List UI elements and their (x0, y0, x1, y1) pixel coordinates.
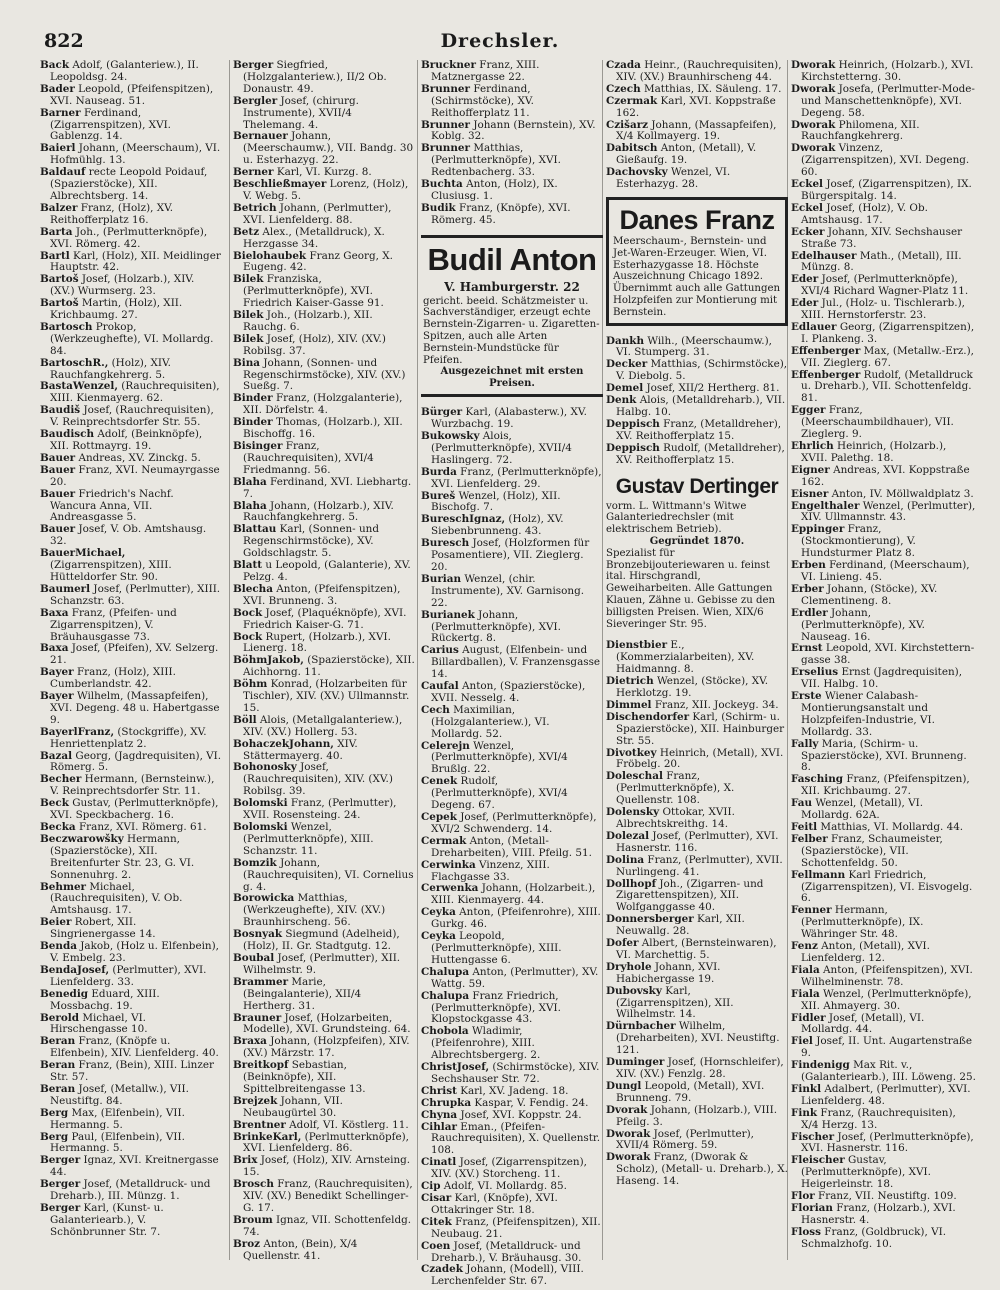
directory-entry: Dimmel Franz, XII. Jockeyg. 34. (606, 698, 779, 711)
directory-entry: Balzer Franz, (Holz), XV. Reithofferplatz 16. (40, 201, 174, 226)
directory-entry: Dankh Wilh., (Meerschaumw.), VI. Stumperg. 31. (606, 334, 772, 359)
directory-entry: Bartoš Josef, (Holzarb.), XIV. (XV.) Wurmserg. 23. (40, 273, 195, 298)
advertisement-text: gericht. beeid. Schätzmeister u. Sachverständiger, erzeugt echte Bernstein-Zigarren- u. Zigaretten-Spitzen, auch alle Arten Bernstein-Mundstücke für Pfeifen. (423, 295, 600, 366)
advertisement-founded: Gegründet 1870. (649, 535, 745, 547)
directory-entry: Effenberger Rudolf, (Metalldruck u. Dreharb.), VII. Schottenfeldg. 81. (791, 368, 973, 405)
directory-entry: Brunner Matthias, (Perlmutterknöpfe), XVI. Redtenbacherg. 33. (421, 142, 561, 179)
directory-entry: Bayer Wilhelm, (Massapfeifen), XVI. Degeng. 48 u. Habertgasse 9. (40, 690, 220, 726)
directory-entry: Bauer Josef, V. Ob. Amtshausg. 32. (40, 523, 207, 548)
directory-entry: Egger Franz, (Meerschaumbildhauer), VII. Zieglerg. 9. (791, 404, 954, 441)
column-rule (417, 60, 418, 1260)
directory-entry: Blatt u Leopold, (Galanterie), XV. Pelzg. 4. (233, 559, 411, 583)
directory-entry: Fleischer Gustav, (Perlmutterknöpfe), XVI. Heigerleinstr. 18. (791, 1154, 931, 1191)
directory-entry: Bock Rupert, (Holzarb.), XVI. Lienerg. 18. (233, 630, 391, 655)
advertisement-text: Spezialist für Bronzebijouteriewaren u. feinst ital. Hirschgrandl, Geweiharbeiten. Alle Gattungen Klauen, Zähne u. Gebisse zu den billigsten Preisen. Wien, XIX/6 Sieveringer Str. 95. (606, 547, 776, 630)
directory-entry: Coen Josef, (Metalldruck- und Dreharb.), V. Bräuhausg. 30. (421, 1239, 582, 1264)
directory-entry: Böhm Konrad, (Holzarbeiten für Tischler), XIV. (XV.) Ullmannstr. 15. (233, 678, 410, 714)
directory-entry: Brentner Adolf, VI. Köstlerg. 11. (233, 1118, 409, 1131)
directory-entry: Barner Ferdinand, (Zigarrenspitzen), XVI. Gablenzg. 14. (40, 106, 171, 143)
directory-entry: Czermak Karl, XVI. Koppstraße 162. (606, 94, 776, 119)
advertisement-dertinger (606, 473, 788, 631)
directory-entry: Eckel Josef, (Holz), V. Ob. Amtshausg. 17. (791, 201, 928, 226)
directory-entry: Czada Heinr., (Rauchrequisiten), XIV. (XV.) Braunhirscheng 44. (606, 59, 782, 83)
directory-entry: Floss Franz, (Goldbruck), VI. Schmalzhofg. 10. (791, 1225, 946, 1250)
directory-entry: Dworak Vinzenz, (Zigarrenspitzen), XVI. Degeng. 60. (791, 142, 970, 179)
directory-entry: Dürnbacher Wilhelm, (Dreharbeiten), XVI. Neustiftg. 121. (606, 1020, 780, 1057)
directory-entry: Celerejn Wenzel, (Perlmutterknöpfe), XVI/4 Brußlg. 22. (421, 739, 568, 776)
directory-entry: Dworak Josef, (Perlmutter), XVII/4 Römerg. 59. (606, 1127, 754, 1152)
directory-entry: Beczwarowšky Hermann, (Spazierstöcke), XII. Breitenfurter Str. 23, G. VI. Sonnenuhrg. 2. (40, 832, 195, 881)
directory-entry: Czišarz Johann, (Massapfeifen), X/4 Kollmayerg. 19. (606, 118, 777, 143)
directory-entry: Benedig Eduard, XIII. Mossbachg. 19. (40, 987, 160, 1012)
directory-entry: Fau Wenzel, (Metall), VI. Mollardg. 62A. (791, 797, 924, 822)
directory-entry: Deppisch Rudolf, (Metalldreher), XV. Reithofferplatz 15. (606, 441, 785, 466)
directory-entry: Eder Jul., (Holz- u. Tischlerarb.), XIII. Hernstorferstr. 23. (791, 297, 965, 322)
directory-entry: Baierl Johann, (Meerschaum), VI. Hofmühlg. 13. (40, 142, 221, 167)
directory-entry: Bina Johann, (Sonnen- und Regenschirmstöcke), XIV. (XV.) Sueßg. 7. (233, 356, 406, 393)
advertisement-text: Meerschaum-, Bernstein- und Jet-Waren-Erzeuger. Wien, VI. Esterhazygasse 18. Höchste Auszeichnung Chicago 1892. Übernimmt auch alle Gattungen Holzpfeifen zur Montierung mit Bernstein. (613, 235, 781, 318)
directory-entry: Burian Wenzel, (chir. Instrumente), XV. Garnisong. 22. (421, 572, 585, 609)
directory-entry: Dolensky Ottokar, XVII. Albrechtskreithg. 14. (606, 806, 735, 830)
advertisement-subtitle: vorm. L. Wittmann's Witwe Galanteriedrechsler (mit elektrischem Betrieb). (606, 500, 747, 536)
advertiser-name: Gustav Dertinger (615, 474, 779, 498)
directory-entry: Feitl Matthias, VI. Mollardg. 44. (791, 821, 964, 833)
directory-entry: Bartosch Prokop, (Werkzeughefte), VI. Mollardg. 84. (40, 320, 214, 357)
directory-entry: Decker Matthias, (Schirmstöcke), V. Diebolg. 5. (606, 358, 788, 383)
directory-entry: Eder Josef, (Perlmutterknöpfe), XVI/4 Richard Wagner-Platz 11. (791, 273, 969, 298)
directory-entry: Cech Maximilian, (Holzgalanteriew.), VI. Mollardg. 52. (421, 703, 550, 740)
directory-entry: Broum Ignaz, VII. Schottenfeldg. 74. (233, 1213, 412, 1238)
directory-entry: Eckel Josef, (Zigarrenspitzen), IX. Bürgerspitalg. 14. (791, 178, 972, 202)
directory-entry: Edelhauser Math., (Metall), III. Münzg. 8. (791, 249, 962, 274)
page-number: 822 (44, 30, 84, 52)
directory-entry: Braxa Johann, (Holzpfeifen), XIV. (XV.) Märzstr. 17. (233, 1035, 410, 1060)
directory-entry: Dworak Josefa, (Perlmutter-Mode- und Manschettenknöpfe), XVI. Degeng. 58. (791, 82, 975, 119)
directory-entry: Behmer Michael, (Rauchrequisiten), V. Ob. Amtshausg. 17. (40, 880, 183, 917)
directory-entry: BöhmJakob, (Spazierstöcke), XII. Aichhorng. 11. (233, 654, 415, 679)
directory-entry: Chrupka Kaspar, V. Fendig. 24. (421, 1096, 589, 1109)
directory-entry: Blaha Ferdinand, XVI. Liebhartg. 7. (233, 475, 412, 500)
directory-entry: Erste Wiener Calabash-Montierungsanstalt und Holzpfeifen-Industrie, VI. Mollardg. 33. (791, 690, 935, 738)
directory-entry: Cerwinka Vinzenz, XIII. Flachgasse 33. (421, 858, 550, 883)
directory-entry: Berold Michael, VI. Hirschengasse 10. (40, 1011, 148, 1036)
directory-entry: Fiel Josef, II. Unt. Augartenstraße 9. (791, 1035, 973, 1060)
directory-entry: Dvorak Johann, (Holzarb.), VIII. Pfeilg. 3. (606, 1103, 778, 1128)
directory-entry: Bartoš Martin, (Holz), XII. Krichbaumg. 27. (40, 297, 183, 322)
directory-entry: Cinatl Josef, (Zigarrenspitzen), XIV. (XV.) Storcheng. 11. (421, 1156, 587, 1181)
column-5 (791, 60, 976, 1270)
directory-entry: Caufal Anton, (Spazierstöcke), XVII. Nesselg. 4. (421, 680, 586, 704)
directory-entry: Bruckner Franz, XIII. Matznergasse 22. (421, 59, 540, 83)
directory-entry: Berger Josef, (Metalldruck- und Dreharb.), III. Münzg. 1. (40, 1178, 211, 1203)
directory-entry: Ceyka Leopold, (Perlmutterknöpfe), XIII. Huttengasse 6. (421, 930, 562, 966)
directory-entry: Chobola Wladimir, (Pfeifenrohre), XIII. Albrechtsbergerg. 2. (421, 1025, 541, 1062)
directory-entry: Effenberger Max, (Metallw.-Erz.), VII. Zieglerg. 67. (791, 344, 974, 369)
directory-entry: Fally Maria, (Schirm- u. Spazierstöcke), XVI. Brunneng. 8. (791, 737, 967, 774)
directory-entry: BohaczekJohann, XIV. Stättermayerg. 40. (233, 737, 358, 762)
directory-entry: Bielohaubek Franz Georg, X. Eugeng. 42. (233, 249, 393, 274)
advertisement-budil (421, 235, 603, 398)
directory-entry: Bolomski Franz, (Perlmutter), XVII. Rosensteing. 24. (233, 797, 397, 822)
directory-entry: Bohonosky Josef, (Rauchrequisiten), XIV. (XV.) Robilsg. 39. (233, 761, 393, 798)
directory-entry: BauerMichael, (Zigarrenspitzen), XIII. Hütteldorfer Str. 90. (40, 547, 172, 583)
directory-entry: Bolomski Wenzel, (Perlmutterknöpfe), XIII. Schanzstr. 11. (233, 821, 374, 857)
directory-entry: Bürger Karl, (Alabasterw.), XV. Wurzbachg. 19. (421, 406, 587, 431)
directory-entry: Divotkey Heinrich, (Metall), XVI. Fröbelg. 20. (606, 746, 784, 771)
directory-entry: Bauer Andreas, XV. Zinckg. 5. (40, 451, 201, 464)
directory-entry: Bayer Franz, (Holz), XIII. Cumberlandstr. 42. (40, 666, 176, 691)
advertiser-name: Budil Anton (427, 241, 597, 277)
directory-entry: Chalupa Anton, (Perlmutter), XV. Wattg. 59. (421, 965, 599, 990)
directory-entry: Binder Thomas, (Holzarb.), XII. Bischoffg. 16. (233, 416, 403, 441)
directory-entry: Bauer Friedrich's Nachf. Wancura Anna, VII. Andreasgasse 5. (40, 487, 174, 524)
directory-entry: Betz Alex., (Metalldruck), X. Herzgasse 34. (233, 225, 385, 250)
directory-entry: Dietrich Wenzel, (Stöcke), XV. Herklotzg. 19. (606, 675, 769, 700)
directory-entry: Fenner Hermann, (Perlmutterknöpfe), IX. Währinger Str. 48. (791, 904, 924, 941)
directory-entry: Flor Franz, VII. Neustiftg. 109. (791, 1190, 957, 1203)
directory-entry: Fischer Josef, (Perlmutterknöpfe), XVI. Hasnerstr. 116. (791, 1130, 974, 1155)
directory-entry: Benda Jakob, (Holz u. Elfenbein), V. Embelg. 23. (40, 940, 219, 964)
directory-entry: ChristJosef, (Schirmstöcke), XIV. Sechshauser Str. 72. (421, 1061, 600, 1085)
directory-entry: Berger Karl, (Kunst- u. Galanteriearb.), V. Schönbrunner Str. 7. (40, 1202, 164, 1238)
directory-entry: Chyna Josef, XVI. Koppstr. 24. (421, 1108, 582, 1121)
directory-entry: BayerlFranz, (Stockgriffe), XV. Henriettenplatz 2. (40, 725, 207, 750)
directory-entry: Engelthaler Wenzel, (Perlmutter), XIV. Ullmannstr. 43. (791, 499, 976, 524)
directory-entry: Blaha Johann, (Holzarb.), XIV. Rauchfangkehrerg. 5. (233, 499, 394, 524)
directory-entry: BendaJosef, (Perlmutter), XVI. Lienfelderg. 33. (40, 963, 207, 988)
directory-entry: Dolina Franz, (Perlmutter), XVII. Nurlingeng. 41. (606, 853, 783, 878)
directory-entry: Fellmann Karl Friedrich, (Zigarrenspitzen), VI. Eisvogelg. 6. (791, 868, 973, 905)
directory-entry: Brunner Johann (Bernstein), XV. Koblg. 32. (421, 118, 596, 143)
directory-entry: Boubal Josef, (Perlmutter), XII. Wilhelmstr. 9. (233, 951, 401, 976)
directory-entry: Beran Franz, (Knöpfe u. Elfenbein), XIV. Lienfelderg. 40. (40, 1035, 219, 1060)
directory-entry: BureschIgnaz, (Holz), XV. Siebenbrunneng. 43. (421, 513, 564, 538)
directory-entry: Ehrlich Heinrich, (Holzarb.), XVII. Palethg. 18. (791, 440, 947, 464)
directory-entry: BastaWenzel, (Rauchrequisiten), XIII. Kienmayerg. 62. (40, 380, 220, 405)
directory-entry: Dworak Heinrich, (Holzarb.), XVI. Kirchstetterng. 30. (791, 59, 974, 83)
directory-entry: Baxa Franz, (Pfeifen- und Zigarrenspitzen), V. Bräuhausgasse 73. (40, 606, 177, 643)
directory-entry: BartoschR., (Holz), XIV. Rauchfangkehrerg. 5. (40, 356, 171, 381)
directory-entry: Beier Robert, XII. Singrienergasse 14. (40, 916, 156, 941)
directory-entry: Blattau Karl, (Sonnen- und Regenschirmstöcke), XV. Goldschlagstr. 5. (233, 523, 380, 560)
directory-entry: Breitkopf Sebastian, (Beinknöpfe), XII. Spittelbreitengasse 13. (233, 1059, 366, 1095)
directory-entry: Bilek Joh., (Holzarb.), XII. Rauchg. 6. (233, 309, 373, 333)
directory-entry: Böll Alois, (Metallgalanteriew.), XIV. (XV.) Hollerg. 53. (233, 713, 403, 738)
directory-entry: Dabitsch Anton, (Metall), V. Gießaufg. 19. (606, 142, 757, 167)
directory-entry: Dubovsky Karl, (Zigarrenspitzen), XII. Wilhelmstr. 14. (606, 984, 734, 1021)
directory-entry: Baxa Josef, (Pfeifen), XV. Selzerg. 21. (40, 642, 219, 667)
directory-entry: Bader Leopold, (Pfeifenspitzen), XVI. Nauseag. 51. (40, 82, 214, 107)
directory-entry: Bauer Franz, XVI. Neumayrgasse 20. (40, 463, 220, 488)
directory-entry: Buchta Anton, (Holz), IX. Clusiusg. 1. (421, 178, 558, 202)
directory-entry: Citek Franz, (Pfeifenspitzen), XII. Neubaug. 21. (421, 1215, 601, 1240)
directory-entry: Dienstbier E., (Kommerzialarbeiten), XV. Haidmanng. 8. (606, 639, 755, 676)
advertiser-address: V. Hamburgerstr. 22 (444, 279, 580, 294)
directory-entry: Brejzek Johann, VII. Neubaugürtel 30. (233, 1094, 343, 1119)
directory-entry: Budik Franz, (Knöpfe), XVI. Römerg. 45. (421, 201, 571, 226)
directory-entry: Cisar Karl, (Knöpfe), XVI. Ottakringer Str. 18. (421, 1192, 558, 1216)
directory-entry: Berg Paul, (Elfenbein), VII. Hermanng. 5. (40, 1130, 185, 1155)
directory-entry: Brix Josef, (Holz), XIV. Arnsteing. 15. (233, 1154, 411, 1179)
directory-entry: Finkl Adalbert, (Perlmutter), XVI. Lienfelderg. 48. (791, 1082, 971, 1107)
directory-entry: Findenigg Max Rit. v., (Galanteriearb.), III. Löweng. 25. (791, 1059, 976, 1084)
directory-entry: Burianek Johann, (Perlmutterknöpfe), XVI. Rückertg. 8. (421, 608, 561, 645)
directory-entry: Becka Franz, XVI. Römerg. 61. (40, 821, 207, 833)
directory-entry: Dischendorfer Karl, (Schirm- u. Spazierstöcke), XII. Hainburger Str. 55. (606, 710, 785, 747)
directory-entry: Bosnyak Siegmund (Adelheid), (Holz), II. Gr. Stadtgutg. 12. (233, 928, 400, 953)
directory-entry: Fidler Josef, (Metall), VI. Mollardg. 44. (791, 1011, 925, 1036)
directory-entry: Bernauer Johann, (Meerschaumw.), VII. Bandg. 30 u. Esterhazyg. 22. (233, 130, 414, 167)
directory-entry: Dachovsky Wenzel, VI. Esterhazyg. 28. (606, 166, 731, 191)
directory-entry: Fenz Anton, (Metall), XVI. Lienfelderg. 12. (791, 940, 930, 964)
directory-entry: Dworak Philomena, XII. Rauchfangkehrerg. (791, 118, 920, 143)
directory-entry: Erber Johann, (Stöcke), XV. Clementineng. 8. (791, 582, 938, 607)
directory-entry: Erdler Johann, (Perlmutterknöpfe), XV. Nauseag. 16. (791, 606, 925, 643)
directory-entry: Bilek Josef, (Holz), XIV. (XV.) Robilsg. 37. (233, 332, 386, 357)
directory-entry: Bartl Karl, (Holz), XII. Meidlinger Hauptstr. 42. (40, 249, 221, 274)
directory-entry: Chalupa Franz Friedrich, (Perlmutterknöpfe), XVI. Klopstockgasse 43. (421, 989, 561, 1026)
directory-entry: Dungl Leopold, (Metall), XVI. Brunneng. 79. (606, 1079, 765, 1104)
directory-entry: Cermak Anton, (Metall-Dreharbeiten), VIII. Pfeilg. 51. (421, 834, 592, 859)
directory-entry: Bergler Josef, (chirurg. Instrumente), XVII/4 Thelemang. 4. (233, 94, 359, 131)
directory-entry: Berner Karl, VI. Kurzg. 8. (233, 166, 372, 179)
directory-entry: BrinkeKarl, (Perlmutterknöpfe), XVI. Lienfelderg. 86. (233, 1130, 409, 1155)
column-4 (606, 60, 788, 1270)
directory-entry: Eigner Andreas, XVI. Koppstraße 162. (791, 463, 970, 488)
directory-entry: Cenek Rudolf, (Perlmutterknöpfe), XVI/4 Degeng. 67. (421, 775, 568, 812)
directory-entry: Fasching Franz, (Pfeifenspitzen), XII. Krichbaumg. 27. (791, 773, 970, 798)
directory-entry: Denk Alois, (Metalldreharb.), VII. Halbg. 10. (606, 394, 786, 418)
directory-entry: Bomzik Johann, (Rauchrequisiten), VI. Cornelius g. 4. (233, 856, 414, 893)
directory-entry: Beran Josef, (Metallw.), VII. Neustiftg. 84. (40, 1082, 189, 1107)
directory-entry: Bukowsky Alois, (Perlmutterknöpfe), XVII/4 Haslingerg. 72. (421, 430, 572, 466)
advertiser-name: Danes Franz (619, 204, 775, 235)
directory-entry: Baudiš Josef, (Rauchrequisiten), V. Reinprechtsdorfer Str. 55. (40, 404, 214, 429)
directory-entry: Eisner Anton, IV. Möllwaldplatz 3. (791, 487, 974, 500)
directory-entry: Cihlar Eman., (Pfeifen-Rauchrequisiten), X. Quellenstr. 108. (421, 1120, 601, 1157)
directory-entry: Eppinger Franz, (Stockmontierung), V. Hundsturmer Platz 8. (791, 523, 916, 560)
directory-entry: Beschließmayer Lorenz, (Holz), V. Webg. 5. (233, 178, 409, 202)
directory-entry: Duminger Josef, (Hornschleifer), XIV. (XV.) Fenzlg. 28. (606, 1056, 784, 1081)
directory-entry: Dollhopf Joh., (Zigarren- und Zigarettenspitzen), XII. Wolfganggasse 40. (606, 877, 764, 914)
directory-entry: Carius August, (Elfenbein- und Billardballen), V. Franzensgasse 14. (421, 644, 601, 681)
directory-entry: Bazal Georg, (Jagdrequisiten), VI. Römerg. 5. (40, 749, 222, 774)
directory-entry: Buresch Josef, (Holzformen für Posamentiere), VII. Zieglerg. 20. (421, 537, 590, 573)
directory-entry: Erben Ferdinand, (Meerschaum), VI. Linieng. 45. (791, 559, 970, 583)
directory-entry: Barta Joh., (Perlmutterknöpfe), XVI. Römerg. 42. (40, 225, 208, 250)
directory-entry: Dolezal Josef, (Perlmutter), XVI. Hasnerstr. 116. (606, 829, 779, 854)
page-header (0, 30, 1000, 60)
directory-entry: Donnersberger Karl, XII. Neuwallg. 28. (606, 913, 745, 938)
directory-entry: Back Adolf, (Galanteriew.), II. Leopoldsg. 24. (40, 59, 199, 83)
directory-entry: Ecker Johann, XIV. Sechshauser Straße 73. (791, 225, 963, 250)
directory-entry: Binder Franz, (Holzgalanterie), XII. Dörfelstr. 4. (233, 392, 403, 417)
directory-entry: Doleschal Franz, (Perlmutterknöpfe), X. Quellenstr. 108. (606, 770, 735, 807)
directory-entry: Becher Hermann, (Bernsteinw.), V. Reinprechtsdorfer Str. 11. (40, 773, 215, 798)
column-2 (233, 60, 415, 1270)
column-3 (421, 59, 603, 1288)
directory-entry: Cip Adolf, VI. Mollardg. 85. (421, 1180, 567, 1193)
directory-entry: Czech Matthias, IX. Säuleng. 17. (606, 82, 782, 95)
directory-entry: Bisinger Franz, (Rauchrequisiten), XVI/4 Friedmanng. 56. (233, 440, 374, 476)
directory-entry: Baldauf recte Leopold Poidauf, (Spazierstöcke), XII. Albrechtsberg. 14. (40, 166, 208, 202)
directory-entry: Fiala Anton, (Pfeifenspitzen), XVI. Wilhelminenstr. 78. (791, 963, 973, 988)
directory-entry: Cerwenka Johann, (Holzarbeit.), XIII. Kienmayerg. 44. (421, 882, 596, 907)
directory-entry: Czadek Johann, (Modell), VIII. Lerchenfelder Str. 67. (421, 1263, 584, 1288)
directory-entry: Dworak Franz, (Dworak & Scholz), (Metall- u. Dreharb.), X. Haseng. 14. (606, 1151, 788, 1188)
directory-entry: Brosch Franz, (Rauchrequisiten), XIV. (XV.) Benedikt Schellinger-G. 17. (233, 1178, 413, 1214)
directory-entry: Beran Franz, (Bein), XIII. Linzer Str. 57. (40, 1059, 214, 1084)
advertisement-danes (606, 197, 788, 326)
advertisement-tagline: Ausgezeichnet mit ersten Preisen. (440, 366, 584, 390)
column-rule (229, 60, 230, 1260)
directory-entry: Bureš Wenzel, (Holz), XII. Bischofg. 7. (421, 489, 561, 514)
directory-entry: Broz Anton, (Bein), X/4 Quellenstr. 41. (233, 1237, 358, 1262)
directory-entry: Cepek Josef, (Perlmutterknöpfe), XVI/2 Schwenderg. 14. (421, 811, 597, 835)
directory-entry: Berger Ignaz, XVI. Kreitnergasse 44. (40, 1154, 219, 1179)
directory-entry: Borowicka Matthias, (Werkzeughefte), XIV. (XV.) Braunhirscheng. 56. (233, 892, 386, 929)
directory-entry: Blecha Anton, (Pfeifenspitzen), XVI. Brunneng. 3. (233, 582, 401, 607)
directory-entry: Brunner Ferdinand, (Schirmstöcke), XV. Reithofferplatz 11. (421, 82, 534, 119)
column-1 (40, 60, 222, 1270)
directory-entry: Erselius Ernst (Jagdrequisiten), VII. Halbg. 10. (791, 666, 963, 691)
running-head: Drechsler. (440, 30, 560, 52)
directory-entry: Dryhole Johann, XVI. Habichergasse 19. (606, 960, 721, 985)
directory-entry: Fiala Wenzel, (Perlmutterknöpfe), XII. Ahmayerg. 30. (791, 987, 972, 1012)
directory-entry: Bock Josef, (Plaquéknöpfe), XVI. Friedrich Kaiser-G. 71. (233, 606, 407, 631)
directory-entry: Berg Max, (Elfenbein), VII. Hermanng. 5. (40, 1106, 185, 1131)
directory-entry: Demel Josef, XII/2 Hertherg. 81. (606, 382, 780, 395)
directory-entry: Dofer Albert, (Bernsteinwaren), VI. Marchettig. 5. (606, 937, 777, 961)
directory-entry: Bilek Franziska, (Perlmutterknöpfe), XVI. Friedrich Kaiser-Gasse 91. (233, 273, 384, 310)
directory-entry: Florian Franz, (Holzarb.), XVI. Hasnerstr. 4. (791, 1202, 956, 1226)
directory-entry: Edlauer Georg, (Zigarrenspitzen), I. Plankeng. 3. (791, 320, 975, 345)
directory-entry: Brammer Marie, (Beingalanterie), XII/4 Hertherg. 31. (233, 975, 362, 1012)
directory-entry: Ceyka Anton, (Pfeifenrohre), XIII. Gurkg. 46. (421, 906, 601, 931)
directory-entry: Beck Gustav, (Perlmutterknöpfe), XVI. Speckbacherg. 16. (40, 797, 219, 822)
directory-entry: Felber Franz, Schaumeister, (Spazierstöcke), VII. Schottenfeldg. 50. (791, 832, 943, 869)
directory-entry: Baudisch Adolf, (Beinknöpfe), XII. Rottmayrg. 19. (40, 428, 203, 452)
directory-entry: Burda Franz, (Perlmutterknöpfe), XVI. Lienfelderg. 29. (421, 465, 602, 490)
directory-entry: Betrich Johann, (Perlmutter), XVI. Lienfelderg. 88. (233, 201, 392, 226)
directory-entry: Fink Franz, (Rauchrequisiten), X/4 Herzg. 13. (791, 1106, 956, 1131)
directory-entry: Baumerl Josef, (Perlmutter), XIII. Schanzstr. 63. (40, 582, 221, 607)
directory-entry: Ernst Leopold, XVI. Kirchstettern-gasse 38. (791, 642, 975, 667)
directory-entry: Brauner Josef, (Holzarbeiten, Modelle), XVI. Grundsteing. 64. (233, 1011, 411, 1036)
directory-entry: Deppisch Franz, (Metalldreher), XV. Reithofferplatz 15. (606, 417, 782, 442)
directory-entry: Christ Karl, XV. Jadeng. 18. (421, 1084, 569, 1097)
directory-entry: Berger Siegfried, (Holzgalanteriew.), II/2 Ob. Donaustr. 49. (233, 59, 387, 95)
